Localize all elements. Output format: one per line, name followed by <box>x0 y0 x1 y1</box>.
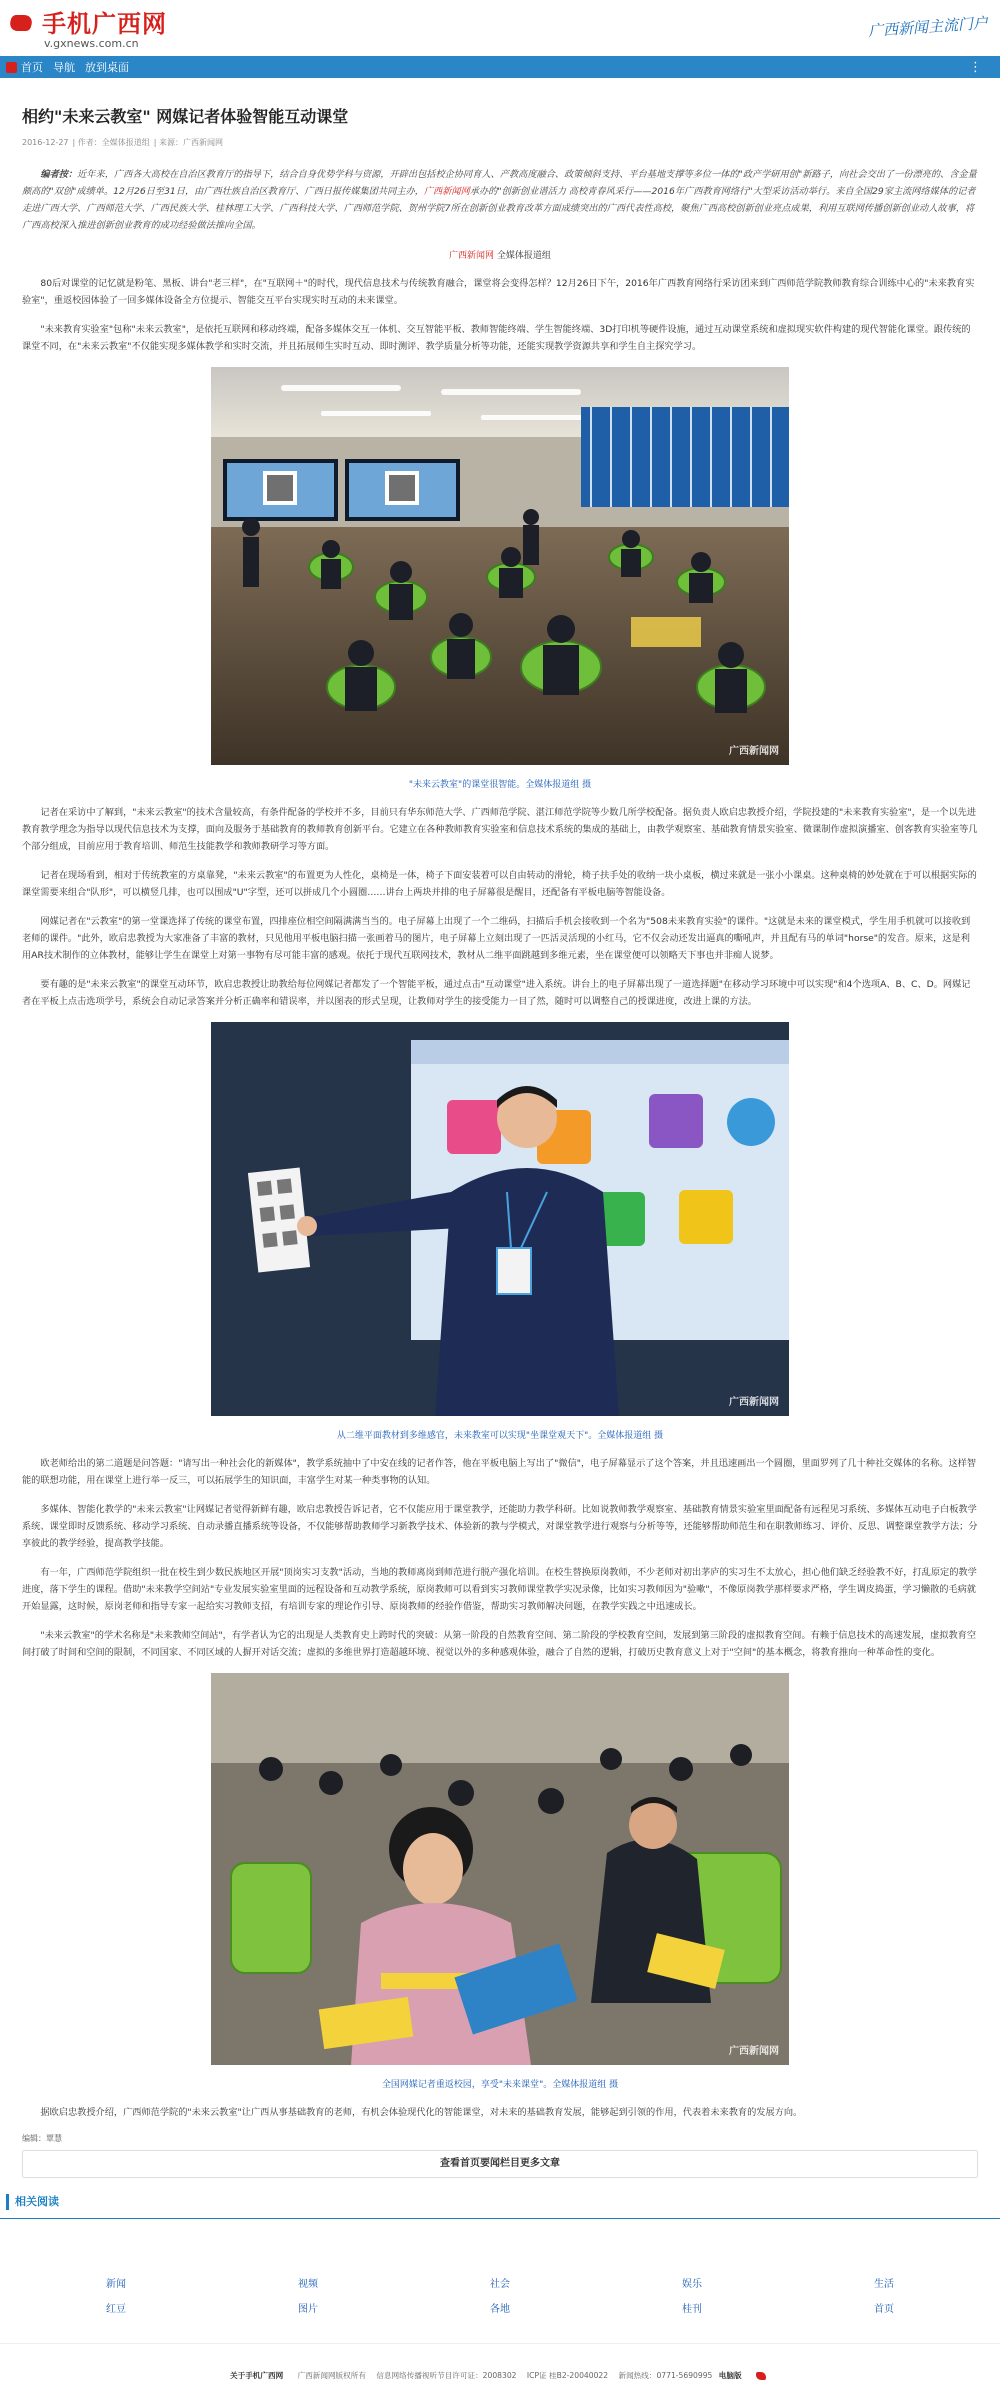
related-divider <box>0 2218 1000 2219</box>
photo-caption: 从二维平面教材到多维感官，未来教室可以实现"坐课堂观天下"。全媒体报道组 摄 <box>336 1431 664 1441</box>
footer-hotline: 新闻热线：0771-5690995 <box>618 2371 713 2380</box>
logo-text: 手机广西网 <box>42 9 167 38</box>
photo-caption: 全国网媒记者重返校园，享受"未来课堂"。全媒体报道组 摄 <box>381 2080 619 2090</box>
photo-watermark: 广西新闻网 <box>729 746 779 757</box>
footer-link-society[interactable]: 社会 <box>490 2279 510 2290</box>
summary-red-link[interactable]: 广西新闻网 <box>423 186 470 197</box>
teacher-illustration <box>211 1022 789 1416</box>
article-title: 相约"未来云教室" 网媒记者体验智能互动课堂 <box>22 107 349 126</box>
logo-subtitle: v.gxnews.com.cn <box>44 37 139 50</box>
paragraph: 有一年，广西师范学院组织一批在校生到少数民族地区开展"顶岗实习支教"活动，当地的教师离岗到师范进行脱产强化培训。在校生替换原岗教师，不少老师对初出茅庐的实习生不太放心，担心他们缺乏经验教不好，打乱原定的教学进度，落下学生的课程。借助"未来教学空间站"专业发展实验室里面的远程设备和互动教学系统，原岗教师可以看到实习教师课堂教学实况录像，比如实习教师因为"验嗽"，不像原岗教学那样要求严格，学生调皮捣蛋，学习懒散的毛病就开始显露，这时候，原岗老师和指导专家一起给实习教师支招，有培训专家的理论作引导、原岗教师的经验作借鉴，帮助实习教师解决问题，在教学实践之中迅速成长。 <box>22 1567 977 1612</box>
article-photo-student[interactable] <box>211 1673 789 2065</box>
report-credit-tail: 全媒体报道组 <box>494 251 551 261</box>
footer-link-news[interactable]: 新闻 <box>106 2279 126 2290</box>
footer-bottom <box>0 2343 1000 2381</box>
footer-link-home[interactable]: 首页 <box>874 2304 894 2315</box>
student-illustration <box>211 1673 789 2065</box>
footer-license: 信息网络传播视听节目许可证：2008302 <box>376 2371 517 2380</box>
footer-link-video[interactable]: 视频 <box>298 2279 318 2290</box>
vertical-dots-icon[interactable]: ⋮ <box>969 59 982 75</box>
footer-link-pictures[interactable]: 图片 <box>298 2304 318 2315</box>
paragraph: 记者在采访中了解到，"未来云教室"的技术含量较高，有条件配备的学校并不多，目前只有华东师范大学、广西师范学院、湛江师范学院等少数几所学校配备。据负责人欧启忠教授介绍，学院投建的"未来教育实验室"，是一个以先进教育教学理念为指导以现代信息技术为支撑，面向及服务于基础教育的教师教育创新平台。它建立在各种教师教育实验室和信息技术系统的集成的基础上，由教学观察室、基础教育情景实验室、微课制作虚拟演播室、创客教育实验室等几个部分组成，目前应用于教育培训、师范生技能教学和教师教研学习等方面。 <box>22 807 978 852</box>
article-date: 2016-12-27 <box>22 138 69 147</box>
paragraph: 网媒记者在"云教室"的第一堂课选择了传统的课堂布置，四排座位相空间隔满满当当的。电子屏幕上出现了一个二维码，扫描后手机会接收到一个名为"508未来教育实验"的课件。"这就是未来的课堂模式，学生用手机就可以接收到老师的课件。"此外，欧启忠教授为大家准备了丰富的教材，只见他用平板电脑扫描一张画着马的图片，电子屏幕上立刻出现了一匹活灵活现的小红马，它不仅会动还发出逼真的嘶吼声，并且配有马的单词"horse"的发音。原来，这是利用AR技术制作的立体教材，能够让学生在课堂上对第一事物有尽可能丰富的感观。依托于现代互联网技术，教材从二维平面跳越到多维元素，坐在课堂便可以领略天下事也并非痴人说梦。 <box>22 916 971 961</box>
related-reading-title: 相关阅读 <box>6 2194 1000 2210</box>
article <box>0 104 1000 2178</box>
site-logo[interactable] <box>10 9 167 50</box>
footer-rights: 广西新闻网版权所有 <box>297 2371 366 2380</box>
footer-logo-icon <box>756 2372 766 2380</box>
paragraph: "未来教育实验室"包称"未来云教室"，是依托互联网和移动终端，配备多媒体交互一体机、交互智能平板、教师智能终端、学生智能终端、3D打印机等硬件设施，通过互动课堂系统和虚拟现实软件构建的现代智能化课堂。跟传统的课堂不同，在"未来云教室"不仅能实现多媒体教学和实时交流，并且拓展师生实时互动、即时测评、教学质量分析等功能，还能实现教学资源共享和学生自主探究学习。 <box>22 324 971 352</box>
footer-link-life[interactable]: 生活 <box>874 2279 894 2290</box>
footer-link-regions[interactable]: 各地 <box>490 2304 510 2315</box>
article-editor: 编辑：覃慧 <box>22 2134 62 2143</box>
nav-add-desktop[interactable] <box>85 59 129 75</box>
nav-guide-label: 导航 <box>53 61 75 74</box>
summary-lead: 编者按： <box>40 169 78 180</box>
nav-guide[interactable] <box>53 59 75 75</box>
footer-icp: ICP证 桂B2-20040022 <box>526 2371 609 2380</box>
photo-watermark: 广西新闻网 <box>729 1397 779 1408</box>
nav-home[interactable] <box>6 59 43 75</box>
footer-link-hongdou[interactable]: 红豆 <box>106 2304 126 2315</box>
article-meta: 2016-12-27 | 作者：全媒体报道组 | 来源：广西新闻网 <box>22 138 223 147</box>
article-photo-teacher[interactable] <box>211 1022 789 1416</box>
report-credit <box>22 248 978 261</box>
footer-about-link[interactable]: 关于手机广西网 <box>230 2371 284 2380</box>
site-header <box>0 0 1000 56</box>
footer-link-magazine[interactable]: 桂刊 <box>682 2304 702 2315</box>
top-navbar <box>0 56 1000 78</box>
logo-icon <box>10 13 36 35</box>
article-photo-classroom[interactable] <box>211 367 789 765</box>
more-articles-button[interactable]: 查看首页要闻栏目更多文章 <box>22 2150 978 2178</box>
photo-watermark: 广西新闻网 <box>729 2046 779 2057</box>
paragraph: 80后对课堂的记忆就是粉笔、黑板、讲台"老三样"，在"互联网＋"的时代，现代信息技术与传统教育融合，课堂将会变得怎样？12月26日下午，2016年广西教育网络行采访团来到广西师范学院教师教育综合训练中心的"未来教育实验室"，重返校园体验了一回多媒体设备全方位提示、智能交互平台实现实时互动的未来课堂。 <box>22 278 975 306</box>
classroom-illustration <box>211 367 789 765</box>
footer-link-entertainment[interactable]: 娱乐 <box>682 2279 702 2290</box>
article-author: 作者：全媒体报道组 <box>77 138 150 147</box>
footer-pc-version-link[interactable]: 电脑版 <box>718 2371 742 2380</box>
footer-links <box>0 2275 1000 2315</box>
home-icon <box>6 62 17 73</box>
paragraph: 据欧启忠教授介绍，广西师范学院的"未来云教室"让广西从事基础教育的老师，有机会体验现代化的智能课堂，对未来的基础教育发展，能够起到引领的作用，代表着未来教育的发展方向。 <box>40 2107 803 2118</box>
paragraph: 多媒体、智能化教学的"未来云教室"让网媒记者觉得新鲜有趣，欧启忠教授告诉记者，它不仅能应用于课堂教学，还能助力教学科研。比如说教师教学观察室、基础教育情景实验室里面配备有远程见习系统、多媒体互动电子白板教学系统、课堂即时反馈系统、移动学习系统、自动录播直播系统等设备，不仅能够帮助教师学习新教学技术、体验新的教与学模式，对课堂教学进行观察与分析等等，还能够帮助师范生和在职教师练习、评价、反思、调整课堂教学方法；分享彼此的教学经验，提高教学技能。 <box>22 1504 978 1549</box>
paragraph: 欧老师给出的第二道题是问答题："请写出一种社会化的新媒体"，教学系统抽中了中安在线的记者作答，他在平板电脑上写出了"微信"，电子屏幕显示了这个答案，并且迅速画出一个圆圈，里面罗列了几十种社交媒体的名称。这样智能的联想功能，用在课堂上进行举一反三，可以拓展学生的知识面，丰富学生对某一种类事物的认知。 <box>22 1458 977 1486</box>
nav-home-label: 首页 <box>21 61 43 74</box>
summary-text: 近年来，广西各大高校在自治区教育厅的指导下，结合自身优势学科与资源，开辟出包括校企协同育人、产教高度融合、政策倾斜支持、平台基地支撑等多位一体的"政产学研用创"新路子，向社会交出了一份漂亮的、含金量颇高的"双创"成绩单。12月26日至31日，由广西壮族自治区教育厅、广西日报传媒集团共同主办， <box>22 169 977 197</box>
paragraph: 记者在现场看到，相对于传统教室的方桌靠凳，"未来云教室"的布置更为人性化，桌椅是一体，椅子下面安装着可以自由转动的滑轮，椅子扶手处的收纳一块小桌板，横过来就是一张小小课桌。这种桌椅的妙处就在于可以根据实际的课堂需要来组合"队形"，可以横竖几排，也可以围成"U"字型，还可以拼成几个小圆圈……讲台上两块并排的电子屏幕很是醒目，还配备有平板电脑等智能设备。 <box>22 870 977 898</box>
summary-tail: 承办的"创新创业谱活力 高校青春风采行——2016年广西教育网络行"大型采访活动举行。来自全国29家主流网络媒体的记者走进广西大学、广西师范大学、广西民族大学、桂林理工大学、广西科技大学、广西师范学院、贺州学院7所在创新创业教育改革方面成绩突出的广西代表性高校，聚焦广西高校创新创业亮点成果，利用互联网传播创新创业动人故事，将广西高校深入推进创新创业教育的成功经验做法推向全国。 <box>22 186 976 231</box>
photo-caption: "未来云教室"的课堂很智能。全媒体报道组 摄 <box>408 780 592 790</box>
article-source: 来源：广西新闻网 <box>159 138 223 147</box>
paragraph: 要有趣的是"未来云教室"的课堂互动环节，欧启忠教授让助教给每位网媒记者都发了一个智能平板，通过点击"互动课堂"进入系统。讲台上的电子屏幕出现了一道选择题"在移动学习环境中可以实现"和4个选项A、B、C、D。网媒记者在平板上点击选项学号，系统会自动记录答案并分析正确率和错误率，并以图表的形式呈现，让教师对学生的接受能力一目了然，随时可以调整自己的授课进度，改进上课的方法。 <box>22 979 971 1007</box>
paragraph: "未来云教室"的学术名称是"未来教师空间站"，有学者认为它的出现是人类教育史上跨时代的突破：从第一阶段的自然教育空间、第二阶段的学校教育空间，发展到第三阶段的虚拟教育空间。有赖于信息技术的高速发展，虚拟教育空间打破了时间和空间的限制，不同国家、不同区域的人摒开对话交流；虚拟的多维世界打造超越环境、视觉以外的多种感观体验，融合了自然的逻辑，打破历史教育意义上对于"空间"的基本概念，将教育推向一种革命性的变化。 <box>22 1630 977 1658</box>
site-slogan: 广西新闻主流门户 <box>867 13 989 41</box>
article-summary <box>22 166 978 234</box>
nav-add-desktop-label: 放到桌面 <box>85 61 129 74</box>
report-credit-link[interactable]: 广西新闻网 <box>449 251 495 261</box>
